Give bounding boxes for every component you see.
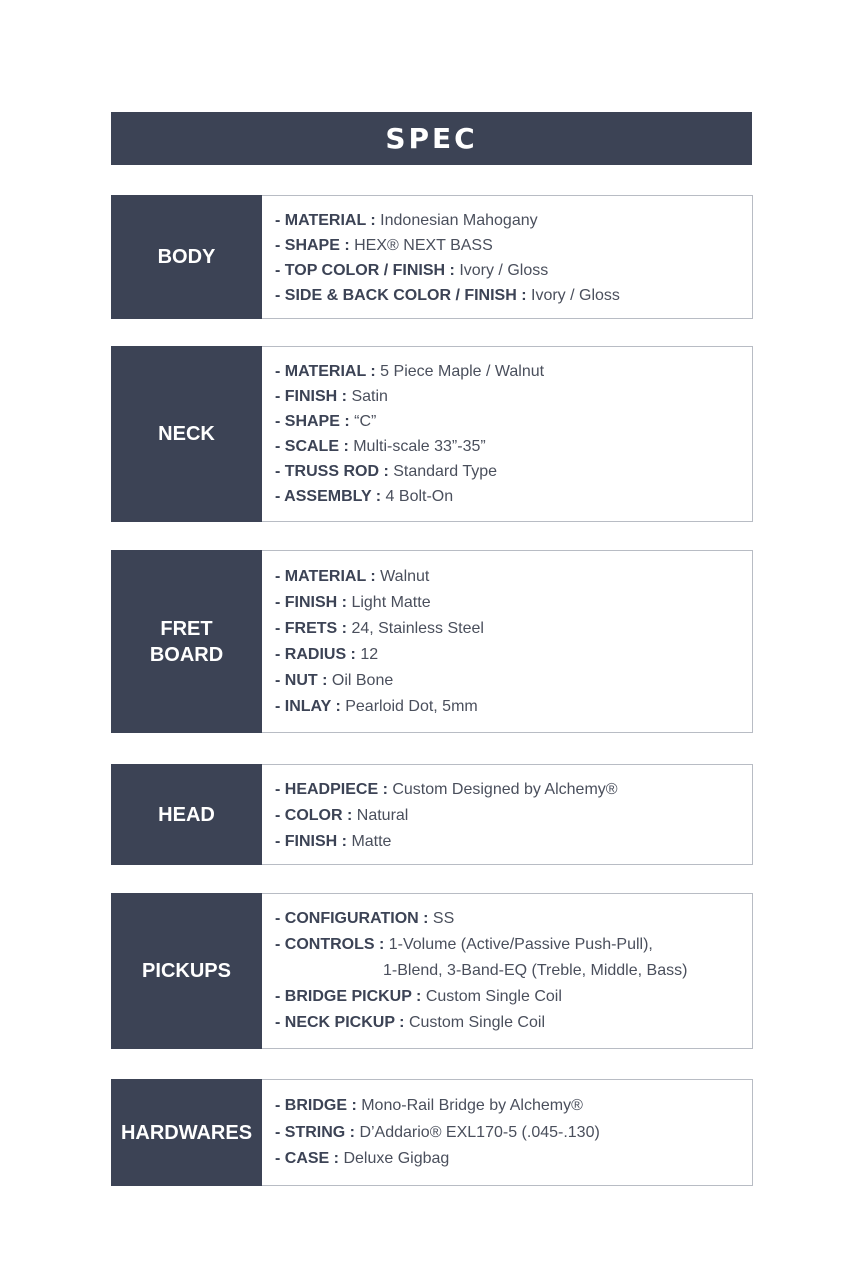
section-content [262,346,753,522]
spec-row [275,208,740,233]
spec-row [275,1093,740,1120]
spec-key: - MATERIAL : [275,363,381,380]
section-label: HEAD [111,764,262,865]
spec-row [275,829,740,855]
spec-key: - STRING : [275,1123,360,1141]
section-head [111,764,753,865]
spec-value: Custom Single Coil [425,988,562,1005]
section-content [262,1079,753,1186]
spec-row [275,803,740,829]
spec-row [275,777,740,803]
section-fretboard [111,550,753,733]
section-label: BODY [111,195,262,319]
spec-key: - SCALE : [275,438,354,455]
spec-key: - COLOR : [275,807,357,824]
spec-key: - CONFIGURATION : [275,910,433,927]
section-label: FRET BOARD [111,550,262,733]
spec-row [275,484,740,509]
spec-value: 1-Volume (Active/Passive Push-Pull), [388,936,653,953]
spec-key: - CONTROLS : [275,936,389,953]
section-content [262,764,753,865]
spec-key: - TRUSS ROD : [275,463,394,480]
spec-row [275,932,740,984]
spec-value-continued: 1-Blend, 3-Band-EQ (Treble, Middle, Bass) [383,962,688,979]
section-neck [111,346,753,522]
spec-row [275,616,740,642]
spec-key: - FINISH : [275,388,352,405]
spec-row [275,1010,740,1036]
section-hardwares [111,1079,753,1186]
spec-row [275,984,740,1010]
spec-row [275,283,740,308]
section-body [111,195,753,319]
spec-value: “C” [354,413,377,430]
spec-value: D’Addario® EXL170-5 (.045-.130) [359,1123,600,1141]
spec-key: - TOP COLOR / FINISH : [275,262,460,279]
spec-row [275,233,740,258]
spec-value: Natural [356,807,409,824]
spec-key: - MATERIAL : [275,568,381,585]
spec-key: - FINISH : [275,833,352,850]
spec-key: - NECK PICKUP : [275,1014,409,1031]
section-content [262,195,753,319]
spec-row [275,384,740,409]
spec-value: Mono-Rail Bridge by Alchemy® [361,1097,583,1114]
spec-value: Ivory / Gloss [531,287,620,304]
spec-key: - FRETS : [275,620,352,637]
spec-value: Walnut [380,568,430,585]
section-content [262,550,753,733]
spec-row [275,434,740,459]
spec-key: - CASE : [275,1150,344,1167]
spec-value: Indonesian Mahogany [380,212,538,229]
section-content [262,893,753,1049]
spec-key: - FINISH : [275,594,352,611]
spec-row [275,1120,740,1147]
spec-key: - MATERIAL : [275,212,381,229]
spec-key: - INLAY : [275,698,346,715]
spec-row [275,668,740,694]
spec-value: Standard Type [393,463,497,480]
spec-key: - SIDE & BACK COLOR / FINISH : [275,287,531,304]
spec-value: 12 [360,646,379,663]
spec-key: - SHAPE : [275,413,355,430]
spec-key: - HEADPIECE : [275,781,393,798]
spec-row [275,459,740,484]
spec-row [275,258,740,283]
section-label: NECK [111,346,262,522]
section-label: HARDWARES [111,1079,262,1186]
spec-key: - RADIUS : [275,646,361,663]
spec-value: Custom Designed by Alchemy® [392,781,618,798]
spec-value: Pearloid Dot, 5mm [345,698,478,715]
spec-key: - BRIDGE : [275,1097,362,1114]
spec-title: SPEC [111,112,752,165]
spec-key: - SHAPE : [275,237,355,254]
spec-value: Light Matte [351,594,431,611]
spec-value: Satin [351,388,388,405]
spec-value: Multi-scale 33”-35” [353,438,486,455]
spec-row [275,564,740,590]
spec-row [275,1146,740,1173]
spec-row [275,694,740,720]
spec-value: Custom Single Coil [408,1014,545,1031]
spec-row [275,359,740,384]
spec-row [275,590,740,616]
spec-value: Oil Bone [331,672,394,689]
spec-value: Deluxe Gigbag [343,1150,450,1167]
spec-value: SS [432,910,455,927]
spec-value: 4 Bolt-On [385,488,454,505]
spec-value: HEX® NEXT BASS [354,237,493,254]
spec-value: Matte [351,833,392,850]
spec-row [275,642,740,668]
spec-key: - ASSEMBLY : [275,488,386,505]
spec-key: - BRIDGE PICKUP : [275,988,426,1005]
section-pickups [111,893,753,1049]
spec-row [275,409,740,434]
spec-key: - NUT : [275,672,332,689]
spec-row [275,906,740,932]
spec-value: 5 Piece Maple / Walnut [380,363,545,380]
spec-value: Ivory / Gloss [459,262,549,279]
section-label: PICKUPS [111,893,262,1049]
spec-value: 24, Stainless Steel [351,620,484,637]
